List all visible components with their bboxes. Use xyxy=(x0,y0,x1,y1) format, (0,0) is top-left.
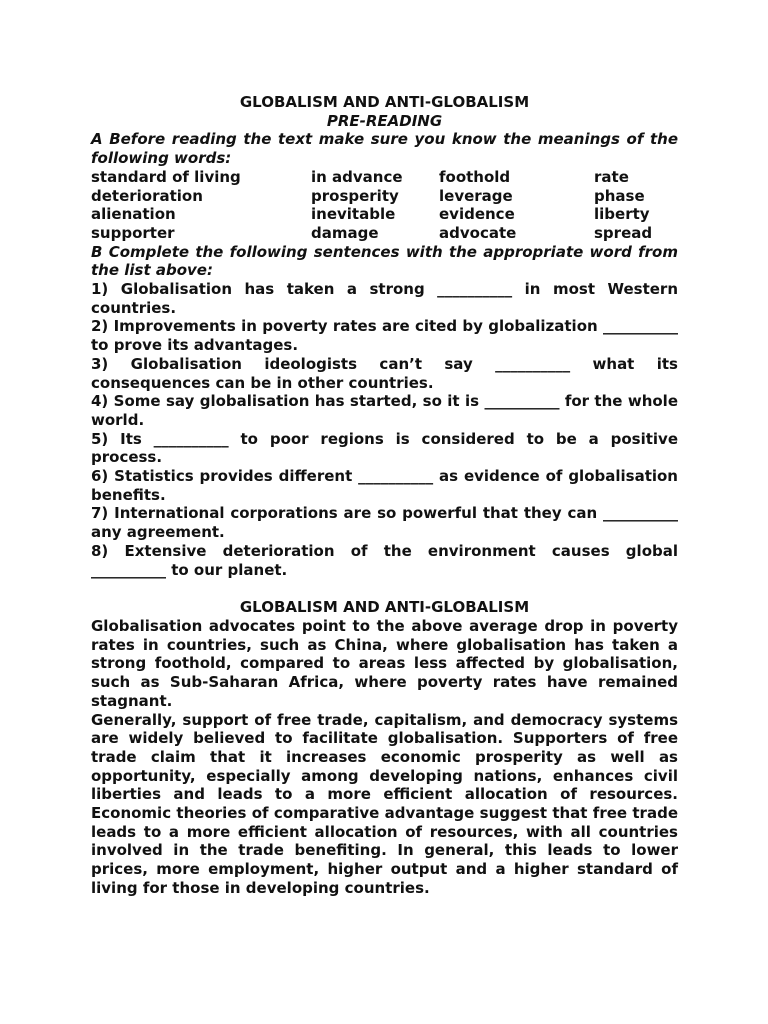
sentence-item: 8) Extensive deterioration of the environment causes global __________ to our planet. xyxy=(91,541,678,579)
word-item: liberty xyxy=(594,205,650,224)
word-item: evidence xyxy=(439,205,515,224)
sentence-item: 5) Its __________ to poor regions is considered to be a positive process. xyxy=(91,429,678,467)
text-title: GLOBALISM AND ANTI-GLOBALISM xyxy=(239,598,530,617)
sentence-item: 1) Globalisation has taken a strong __________ in most Western countries. xyxy=(91,280,678,317)
word-item: rate xyxy=(594,167,629,186)
section-spacer xyxy=(91,579,678,598)
word-list xyxy=(91,168,678,243)
word-item: inevitable xyxy=(311,205,396,224)
word-item: damage xyxy=(311,223,379,242)
page-subtitle: PRE-READING xyxy=(326,111,443,130)
word-item: in advance xyxy=(311,167,403,186)
task-a-instruction: A Before reading the text make sure you know the meanings of the following words: xyxy=(91,130,678,168)
word-item: leverage xyxy=(439,186,513,205)
text-paragraph: Globalisation advocates point to the above average drop in poverty rates in countries, such as China, where globalisation has taken a strong foothold, compared to areas less affected by globalisation, such as Sub-Saharan Africa, where poverty rates have remained stagnant. xyxy=(91,616,678,710)
task-b-instruction: B Complete the following sentences with the appropriate word from the list above: xyxy=(91,242,678,280)
word-item: standard of living xyxy=(91,167,241,186)
sentence-item: 3) Globalisation ideologists can’t say __________ what its consequences can be in other countries. xyxy=(91,354,678,392)
document-page xyxy=(91,93,678,898)
word-item: prosperity xyxy=(311,186,399,205)
word-item: advocate xyxy=(439,223,517,242)
sentence-item: 2) Improvements in poverty rates are cited by globalization __________ to prove its advantages. xyxy=(91,317,678,355)
word-item: spread xyxy=(594,223,653,242)
word-item: supporter xyxy=(91,223,175,242)
page-title: GLOBALISM AND ANTI-GLOBALISM xyxy=(239,93,530,111)
word-item: phase xyxy=(594,186,645,205)
word-item: foothold xyxy=(439,167,511,186)
sentence-item: 4) Some say globalisation has started, so it is __________ for the whole world. xyxy=(91,392,678,429)
sentence-item: 6) Statistics provides different __________ as evidence of globalisation benefits. xyxy=(91,467,678,504)
sentence-item: 7) International corporations are so powerful that they can __________ any agreement. xyxy=(91,504,678,542)
text-paragraph: Generally, support of free trade, capitalism, and democracy systems are widely believed to facilitate globalisation. Supporters of free trade claim that it increases economic prosperity as well as opportunity, especially among developing nations, enhances civil liberties and leads to a more efficient allocation of resources. Economic theories of comparative advantage suggest that free trade leads to a more efficient allocation of resources, with all countries involved in the trade benefiting. In general, this leads to lower prices, more employment, higher output and a higher standard of living for those in developing countries. xyxy=(91,710,678,897)
word-item: alienation xyxy=(91,205,176,224)
word-item: deterioration xyxy=(91,186,203,205)
